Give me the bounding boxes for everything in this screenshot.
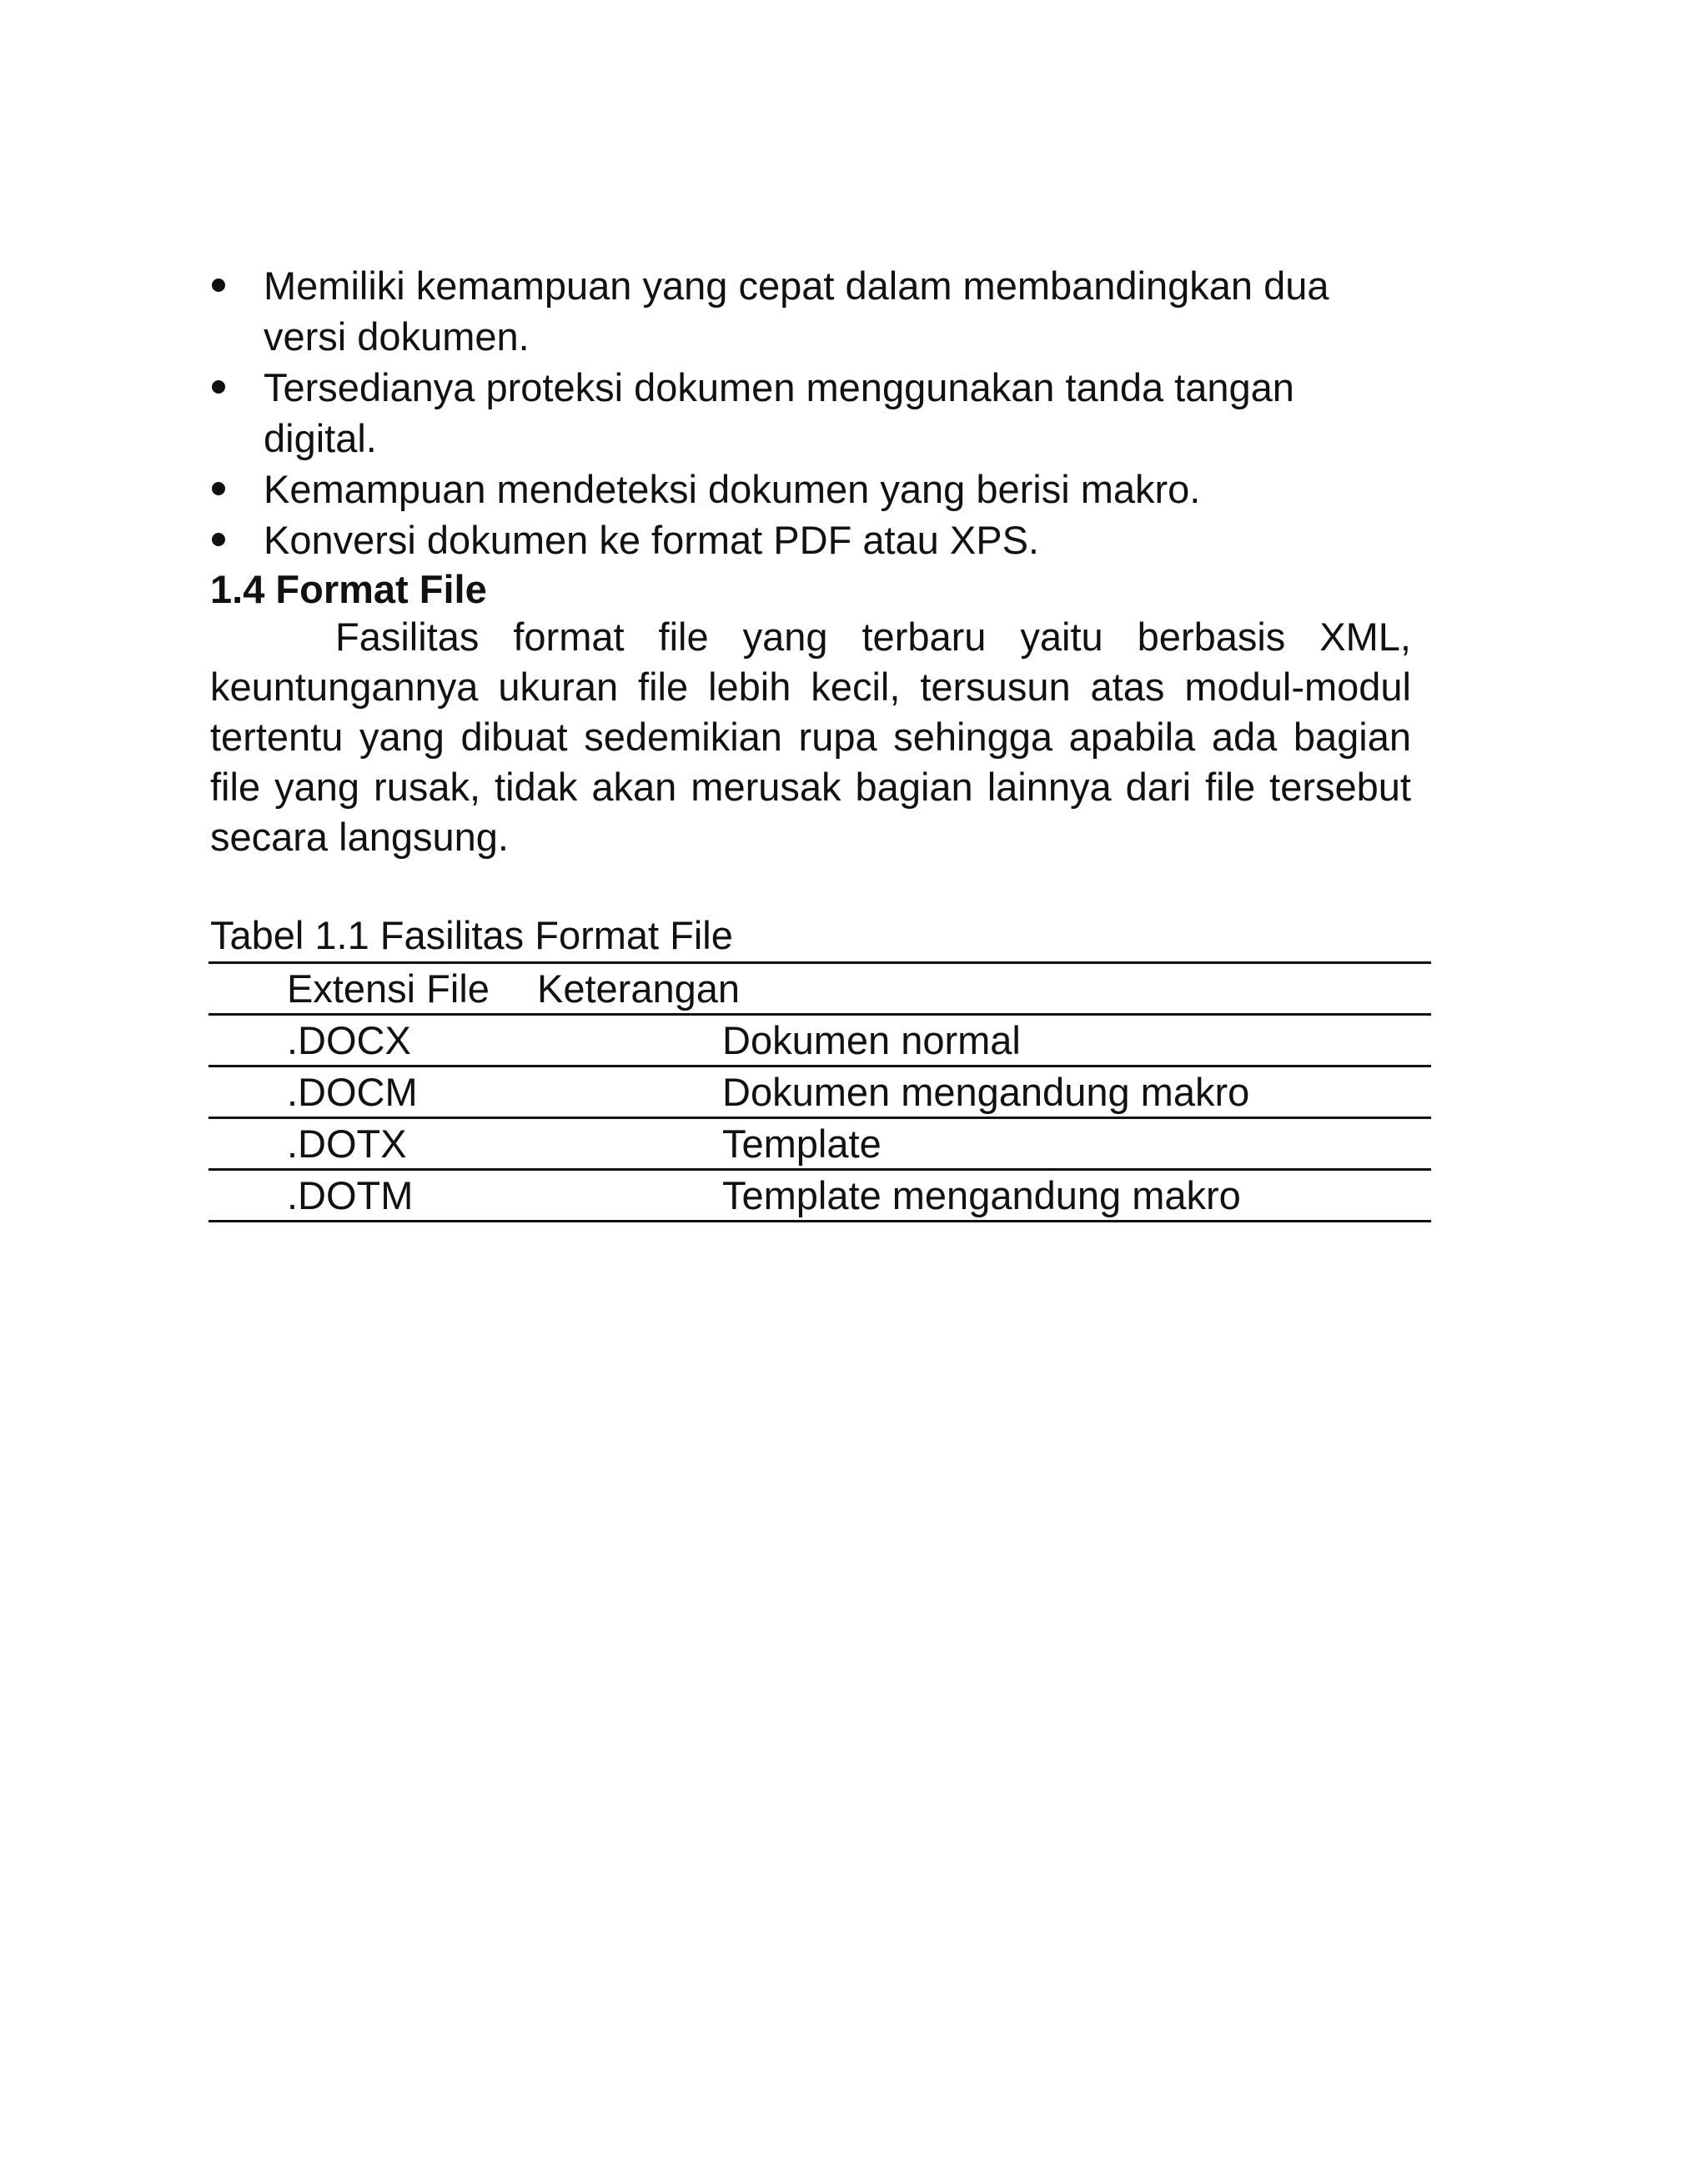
bullet-item (210, 362, 1411, 464)
bullet-dot-icon (212, 482, 225, 495)
bullet-dot-icon (212, 533, 225, 546)
cell-extension: .DOCM (287, 1070, 418, 1114)
table-row (208, 1066, 1431, 1118)
cell-description: Template mengandung makro (722, 1173, 1241, 1217)
bullet-item (210, 260, 1411, 362)
cell-extension: .DOTX (287, 1122, 407, 1166)
table-caption: Tabel 1.1 Fasilitas Format File (210, 913, 733, 957)
cell-description: Template (722, 1122, 882, 1166)
header-description: Keterangan (537, 966, 741, 1011)
header-extension: Extensi File (287, 966, 490, 1011)
table-row (208, 1118, 1431, 1170)
bullet-dot-icon (212, 380, 225, 394)
section-paragraph: Fasilitas format file yang terbaru yaitu berbasis XML, keuntungannya ukuran file lebih kecil, tersusun atas modul-modul tertentu yang dibuat sedemikian rupa sehingga apabila ada bagian file yang rusak, tidak akan merusak bagian lainnya dari file tersebut secara langsung. (210, 615, 1411, 859)
cell-description: Dokumen mengandung makro (722, 1070, 1250, 1114)
bullet-item (210, 514, 1411, 565)
section-heading: 1.4 Format File (210, 567, 487, 611)
cell-extension: .DOCX (287, 1018, 411, 1062)
bullet-text: Tersedianya proteksi dokumen menggunakan tanda tangan digital. (264, 365, 1294, 460)
bullet-dot-icon (212, 279, 225, 292)
table-row (208, 1015, 1431, 1066)
bullet-item (210, 464, 1411, 514)
feature-bullet-list (210, 260, 1411, 565)
bullet-text: Konversi dokumen ke format PDF atau XPS. (264, 518, 1039, 562)
bullet-text: Kemampuan mendeteksi dokumen yang berisi makro. (264, 467, 1201, 511)
table-row (208, 1170, 1431, 1222)
bullet-text: Memiliki kemampuan yang cepat dalam membandingkan dua versi dokumen. (264, 263, 1329, 359)
cell-extension: .DOTM (287, 1173, 414, 1217)
cell-description: Dokumen normal (722, 1018, 1021, 1062)
file-format-table (208, 961, 1431, 1222)
table-header-row (208, 963, 1431, 1015)
